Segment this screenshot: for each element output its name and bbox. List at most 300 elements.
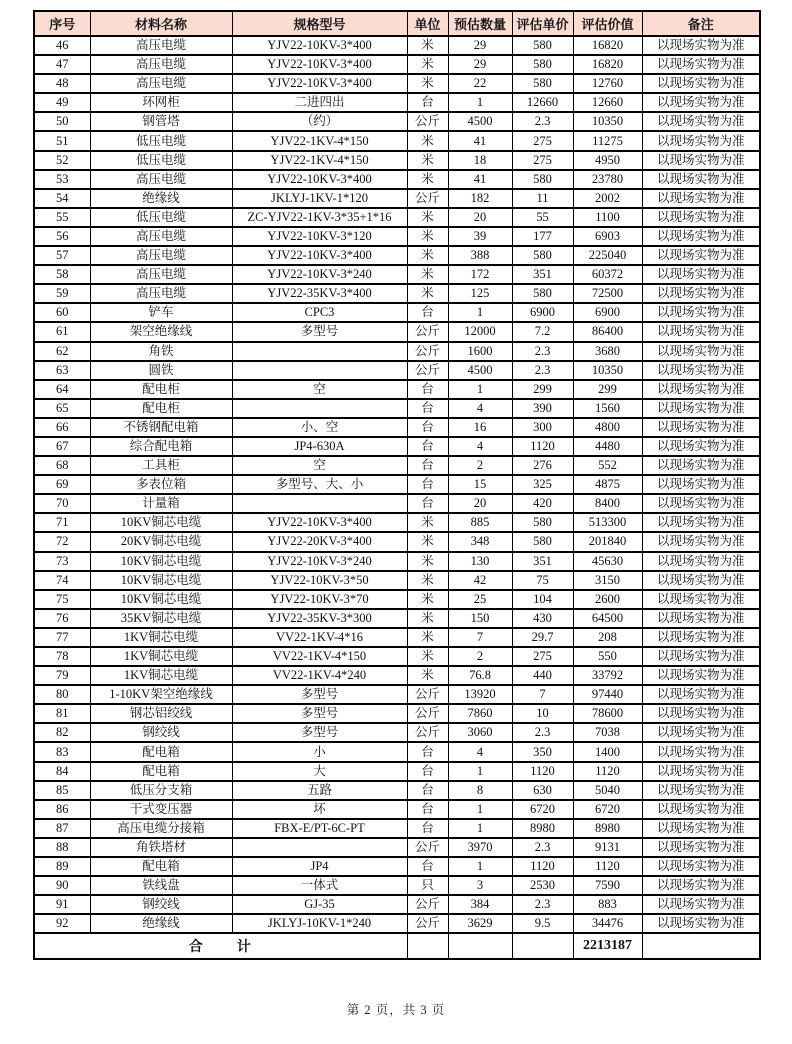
cell-assessed-unit-price: 75 (512, 571, 573, 590)
cell-assessed-unit-price: 350 (512, 742, 573, 761)
cell-assessed-value: 208 (573, 628, 642, 647)
cell-material-name: 20KV铜芯电缆 (90, 532, 232, 551)
cell-assessed-value: 4875 (573, 475, 642, 494)
total-label: 合 计 (34, 933, 407, 959)
cell-index: 90 (34, 876, 90, 895)
cell-index: 83 (34, 742, 90, 761)
cell-assessed-value: 3150 (573, 571, 642, 590)
cell-remark: 以现场实物为准 (642, 131, 760, 150)
table-row (34, 399, 760, 418)
cell-remark: 以现场实物为准 (642, 647, 760, 666)
cell-unit: 台 (407, 819, 448, 838)
cell-assessed-unit-price: 580 (512, 55, 573, 74)
cell-material-name: 1KV铜芯电缆 (90, 628, 232, 647)
table-row (34, 55, 760, 74)
cell-material-name: 1-10KV架空绝缘线 (90, 685, 232, 704)
table-body (34, 36, 760, 933)
cell-assessed-unit-price: 325 (512, 475, 573, 494)
cell-index: 75 (34, 590, 90, 609)
table-row (34, 342, 760, 361)
cell-spec-model: YJV22-35KV-3*400 (232, 284, 407, 303)
cell-estimated-qty: 3060 (448, 723, 512, 742)
cell-index: 66 (34, 418, 90, 437)
cell-assessed-unit-price: 580 (512, 36, 573, 55)
cell-material-name: 高压电缆 (90, 36, 232, 55)
cell-estimated-qty: 20 (448, 208, 512, 227)
cell-assessed-unit-price: 275 (512, 151, 573, 170)
cell-material-name: 高压电缆 (90, 74, 232, 93)
cell-remark: 以现场实物为准 (642, 189, 760, 208)
cell-index: 71 (34, 513, 90, 532)
cell-index: 77 (34, 628, 90, 647)
cell-estimated-qty: 1 (448, 800, 512, 819)
cell-material-name: 配电柜 (90, 399, 232, 418)
cell-remark: 以现场实物为准 (642, 723, 760, 742)
cell-spec-model: YJV22-10KV-3*70 (232, 590, 407, 609)
cell-material-name: 绝缘线 (90, 914, 232, 933)
cell-estimated-qty: 42 (448, 571, 512, 590)
table-row (34, 819, 760, 838)
cell-index: 54 (34, 189, 90, 208)
cell-assessed-unit-price: 177 (512, 227, 573, 246)
cell-remark: 以现场实物为准 (642, 265, 760, 284)
cell-estimated-qty: 7 (448, 628, 512, 647)
cell-spec-model: JP4 (232, 857, 407, 876)
table-row (34, 93, 760, 112)
cell-assessed-value: 9131 (573, 838, 642, 857)
cell-unit: 米 (407, 666, 448, 685)
total-unit-price-cell (512, 933, 573, 959)
cell-index: 70 (34, 494, 90, 513)
cell-assessed-unit-price: 7.2 (512, 322, 573, 341)
cell-assessed-value: 1120 (573, 857, 642, 876)
cell-material-name: 环网柜 (90, 93, 232, 112)
cell-remark: 以现场实物为准 (642, 93, 760, 112)
cell-spec-model (232, 361, 407, 380)
cell-assessed-value: 1100 (573, 208, 642, 227)
cell-unit: 米 (407, 552, 448, 571)
cell-estimated-qty: 1 (448, 93, 512, 112)
cell-material-name: 10KV铜芯电缆 (90, 552, 232, 571)
cell-unit: 米 (407, 55, 448, 74)
cell-material-name: 配电箱 (90, 857, 232, 876)
cell-assessed-value: 4800 (573, 418, 642, 437)
cell-assessed-unit-price: 351 (512, 265, 573, 284)
cell-assessed-value: 8400 (573, 494, 642, 513)
cell-index: 53 (34, 170, 90, 189)
total-remark-cell (642, 933, 760, 959)
cell-unit: 公斤 (407, 838, 448, 857)
cell-material-name: 角铁塔材 (90, 838, 232, 857)
table-row (34, 74, 760, 93)
cell-estimated-qty: 4 (448, 437, 512, 456)
table-row (34, 494, 760, 513)
cell-material-name: 高压电缆 (90, 265, 232, 284)
cell-remark: 以现场实物为准 (642, 876, 760, 895)
cell-assessed-value: 8980 (573, 819, 642, 838)
table-row (34, 112, 760, 131)
cell-index: 50 (34, 112, 90, 131)
cell-assessed-value: 2002 (573, 189, 642, 208)
cell-spec-model: 多型号 (232, 723, 407, 742)
cell-assessed-value: 10350 (573, 112, 642, 131)
cell-spec-model: YJV22-10KV-3*240 (232, 265, 407, 284)
cell-estimated-qty: 41 (448, 131, 512, 150)
cell-estimated-qty: 1600 (448, 342, 512, 361)
cell-index: 78 (34, 647, 90, 666)
cell-remark: 以现场实物为准 (642, 666, 760, 685)
cell-estimated-qty: 18 (448, 151, 512, 170)
cell-index: 72 (34, 532, 90, 551)
table-row (34, 170, 760, 189)
cell-unit: 米 (407, 628, 448, 647)
table-header-row (34, 11, 760, 36)
table-row (34, 590, 760, 609)
cell-estimated-qty: 885 (448, 513, 512, 532)
cell-remark: 以现场实物为准 (642, 800, 760, 819)
table-row (34, 838, 760, 857)
cell-assessed-unit-price: 1120 (512, 437, 573, 456)
cell-remark: 以现场实物为准 (642, 590, 760, 609)
cell-index: 84 (34, 762, 90, 781)
cell-assessed-unit-price: 2.3 (512, 723, 573, 742)
cell-spec-model: ZC-YJV22-1KV-3*35+1*16 (232, 208, 407, 227)
cell-index: 69 (34, 475, 90, 494)
cell-unit: 台 (407, 399, 448, 418)
column-header-unit: 单位 (407, 11, 448, 36)
cell-assessed-value: 1560 (573, 399, 642, 418)
table-row (34, 800, 760, 819)
cell-assessed-unit-price: 1120 (512, 857, 573, 876)
cell-unit: 只 (407, 876, 448, 895)
cell-spec-model: YJV22-10KV-3*400 (232, 246, 407, 265)
column-header-estimated-qty: 预估数量 (448, 11, 512, 36)
cell-assessed-value: 86400 (573, 322, 642, 341)
column-header-material-name: 材料名称 (90, 11, 232, 36)
cell-index: 62 (34, 342, 90, 361)
cell-spec-model: 一体式 (232, 876, 407, 895)
total-qty-cell (448, 933, 512, 959)
cell-assessed-value: 201840 (573, 532, 642, 551)
cell-material-name: 低压分支箱 (90, 781, 232, 800)
table-row (34, 513, 760, 532)
cell-spec-model: 空 (232, 456, 407, 475)
cell-assessed-unit-price: 580 (512, 284, 573, 303)
cell-estimated-qty: 1 (448, 303, 512, 322)
cell-assessed-value: 1120 (573, 762, 642, 781)
cell-material-name: 钢绞线 (90, 895, 232, 914)
cell-unit: 台 (407, 303, 448, 322)
cell-index: 60 (34, 303, 90, 322)
cell-index: 57 (34, 246, 90, 265)
cell-material-name: 10KV铜芯电缆 (90, 513, 232, 532)
cell-material-name: 架空绝缘线 (90, 322, 232, 341)
cell-remark: 以现场实物为准 (642, 399, 760, 418)
table-row (34, 265, 760, 284)
cell-assessed-unit-price: 2.3 (512, 361, 573, 380)
cell-estimated-qty: 1 (448, 762, 512, 781)
cell-estimated-qty: 29 (448, 55, 512, 74)
cell-estimated-qty: 182 (448, 189, 512, 208)
cell-remark: 以现场实物为准 (642, 895, 760, 914)
cell-remark: 以现场实物为准 (642, 552, 760, 571)
cell-estimated-qty: 29 (448, 36, 512, 55)
cell-estimated-qty: 76.8 (448, 666, 512, 685)
column-header-assessed-value: 评估价值 (573, 11, 642, 36)
total-unit-cell (407, 933, 448, 959)
cell-estimated-qty: 3970 (448, 838, 512, 857)
cell-assessed-unit-price: 420 (512, 494, 573, 513)
cell-assessed-value: 6720 (573, 800, 642, 819)
cell-assessed-unit-price: 6900 (512, 303, 573, 322)
cell-estimated-qty: 39 (448, 227, 512, 246)
cell-remark: 以现场实物为准 (642, 36, 760, 55)
cell-unit: 米 (407, 513, 448, 532)
table-row (34, 303, 760, 322)
cell-spec-model (232, 838, 407, 857)
cell-unit: 米 (407, 246, 448, 265)
cell-estimated-qty: 12000 (448, 322, 512, 341)
cell-estimated-qty: 1 (448, 857, 512, 876)
cell-unit: 台 (407, 857, 448, 876)
cell-assessed-unit-price: 299 (512, 380, 573, 399)
cell-assessed-value: 2600 (573, 590, 642, 609)
page-footer: 第 2 页，共 3 页 (346, 1003, 446, 1017)
table-row (34, 246, 760, 265)
cell-spec-model: YJV22-10KV-3*400 (232, 513, 407, 532)
cell-remark: 以现场实物为准 (642, 475, 760, 494)
cell-index: 79 (34, 666, 90, 685)
table-row (34, 151, 760, 170)
cell-unit: 米 (407, 647, 448, 666)
cell-spec-model (232, 494, 407, 513)
cell-spec-model: 多型号 (232, 685, 407, 704)
cell-unit: 米 (407, 609, 448, 628)
cell-estimated-qty: 384 (448, 895, 512, 914)
table-row (34, 781, 760, 800)
cell-assessed-value: 7590 (573, 876, 642, 895)
cell-unit: 台 (407, 437, 448, 456)
cell-assessed-unit-price: 275 (512, 647, 573, 666)
cell-assessed-value: 16820 (573, 36, 642, 55)
table-row (34, 571, 760, 590)
cell-index: 55 (34, 208, 90, 227)
cell-material-name: 高压电缆 (90, 170, 232, 189)
column-header-remark: 备注 (642, 11, 760, 36)
cell-unit: 公斤 (407, 189, 448, 208)
cell-assessed-unit-price: 12660 (512, 93, 573, 112)
table-row (34, 723, 760, 742)
table-row (34, 208, 760, 227)
cell-unit: 米 (407, 532, 448, 551)
cell-index: 82 (34, 723, 90, 742)
cell-unit: 台 (407, 475, 448, 494)
cell-unit: 公斤 (407, 112, 448, 131)
cell-index: 46 (34, 36, 90, 55)
cell-assessed-unit-price: 580 (512, 170, 573, 189)
cell-assessed-unit-price: 2.3 (512, 342, 573, 361)
cell-index: 51 (34, 131, 90, 150)
cell-assessed-unit-price: 630 (512, 781, 573, 800)
cell-spec-model: 多型号、大、小 (232, 475, 407, 494)
cell-assessed-unit-price: 430 (512, 609, 573, 628)
cell-unit: 台 (407, 742, 448, 761)
cell-remark: 以现场实物为准 (642, 532, 760, 551)
cell-assessed-unit-price: 55 (512, 208, 573, 227)
cell-material-name: 高压电缆 (90, 284, 232, 303)
cell-material-name: 配电箱 (90, 762, 232, 781)
cell-estimated-qty: 13920 (448, 685, 512, 704)
total-row (34, 933, 760, 959)
cell-index: 92 (34, 914, 90, 933)
cell-spec-model: YJV22-1KV-4*150 (232, 131, 407, 150)
cell-estimated-qty: 4500 (448, 112, 512, 131)
cell-material-name: 绝缘线 (90, 189, 232, 208)
cell-spec-model (232, 399, 407, 418)
cell-material-name: 配电柜 (90, 380, 232, 399)
cell-assessed-value: 45630 (573, 552, 642, 571)
cell-spec-model: JP4-630A (232, 437, 407, 456)
cell-index: 52 (34, 151, 90, 170)
cell-spec-model: VV22-1KV-4*16 (232, 628, 407, 647)
cell-assessed-value: 64500 (573, 609, 642, 628)
cell-unit: 台 (407, 781, 448, 800)
cell-remark: 以现场实物为准 (642, 246, 760, 265)
table-row (34, 36, 760, 55)
cell-remark: 以现场实物为准 (642, 857, 760, 876)
table-row (34, 131, 760, 150)
cell-assessed-value: 60372 (573, 265, 642, 284)
cell-material-name: 干式变压器 (90, 800, 232, 819)
cell-index: 61 (34, 322, 90, 341)
cell-material-name: 低压电缆 (90, 131, 232, 150)
cell-estimated-qty: 7860 (448, 704, 512, 723)
cell-assessed-value: 97440 (573, 685, 642, 704)
cell-spec-model (232, 342, 407, 361)
cell-unit: 公斤 (407, 685, 448, 704)
cell-assessed-unit-price: 1120 (512, 762, 573, 781)
cell-index: 49 (34, 93, 90, 112)
cell-spec-model: GJ-35 (232, 895, 407, 914)
table-row (34, 361, 760, 380)
cell-spec-model: 五路 (232, 781, 407, 800)
table-row (34, 552, 760, 571)
cell-remark: 以现场实物为准 (642, 819, 760, 838)
cell-index: 86 (34, 800, 90, 819)
cell-remark: 以现场实物为准 (642, 685, 760, 704)
cell-remark: 以现场实物为准 (642, 322, 760, 341)
cell-estimated-qty: 172 (448, 265, 512, 284)
cell-index: 64 (34, 380, 90, 399)
cell-assessed-unit-price: 300 (512, 418, 573, 437)
cell-assessed-value: 12660 (573, 93, 642, 112)
cell-assessed-value: 4480 (573, 437, 642, 456)
cell-material-name: 高压电缆 (90, 227, 232, 246)
cell-spec-model: VV22-1KV-4*240 (232, 666, 407, 685)
table-row (34, 876, 760, 895)
table-row (34, 742, 760, 761)
cell-assessed-unit-price: 276 (512, 456, 573, 475)
cell-spec-model: 空 (232, 380, 407, 399)
cell-assessed-unit-price: 580 (512, 513, 573, 532)
cell-remark: 以现场实物为准 (642, 437, 760, 456)
cell-index: 88 (34, 838, 90, 857)
table-row (34, 532, 760, 551)
column-header-index: 序号 (34, 11, 90, 36)
table-row (34, 380, 760, 399)
total-value-cell: 2213187 (573, 933, 642, 959)
cell-remark: 以现场实物为准 (642, 380, 760, 399)
cell-unit: 公斤 (407, 361, 448, 380)
cell-material-name: 计量箱 (90, 494, 232, 513)
cell-index: 65 (34, 399, 90, 418)
cell-remark: 以现场实物为准 (642, 914, 760, 933)
cell-estimated-qty: 4 (448, 399, 512, 418)
cell-unit: 米 (407, 36, 448, 55)
table-row (34, 628, 760, 647)
cell-assessed-unit-price: 104 (512, 590, 573, 609)
cell-assessed-unit-price: 580 (512, 532, 573, 551)
cell-assessed-value: 78600 (573, 704, 642, 723)
cell-index: 63 (34, 361, 90, 380)
cell-estimated-qty: 2 (448, 456, 512, 475)
table-row (34, 762, 760, 781)
cell-assessed-value: 23780 (573, 170, 642, 189)
cell-unit: 公斤 (407, 322, 448, 341)
cell-index: 80 (34, 685, 90, 704)
cell-remark: 以现场实物为准 (642, 456, 760, 475)
cell-spec-model: 多型号 (232, 322, 407, 341)
cell-index: 73 (34, 552, 90, 571)
cell-assessed-unit-price: 2530 (512, 876, 573, 895)
column-header-assessed-unit-price: 评估单价 (512, 11, 573, 36)
cell-material-name: 铁线盘 (90, 876, 232, 895)
cell-index: 91 (34, 895, 90, 914)
cell-index: 76 (34, 609, 90, 628)
cell-estimated-qty: 1 (448, 819, 512, 838)
cell-estimated-qty: 15 (448, 475, 512, 494)
cell-unit: 米 (407, 284, 448, 303)
cell-unit: 台 (407, 456, 448, 475)
cell-remark: 以现场实物为准 (642, 609, 760, 628)
cell-assessed-unit-price: 275 (512, 131, 573, 150)
cell-spec-model: YJV22-20KV-3*400 (232, 532, 407, 551)
cell-assessed-unit-price: 2.3 (512, 112, 573, 131)
cell-assessed-unit-price: 440 (512, 666, 573, 685)
cell-remark: 以现场实物为准 (642, 418, 760, 437)
cell-estimated-qty: 8 (448, 781, 512, 800)
cell-unit: 台 (407, 418, 448, 437)
cell-estimated-qty: 16 (448, 418, 512, 437)
cell-assessed-unit-price: 580 (512, 74, 573, 93)
table-row (34, 704, 760, 723)
cell-index: 47 (34, 55, 90, 74)
cell-unit: 台 (407, 380, 448, 399)
cell-estimated-qty: 348 (448, 532, 512, 551)
cell-material-name: 不锈钢配电箱 (90, 418, 232, 437)
cell-remark: 以现场实物为准 (642, 170, 760, 189)
cell-material-name: 圆铁 (90, 361, 232, 380)
cell-unit: 公斤 (407, 704, 448, 723)
cell-unit: 米 (407, 227, 448, 246)
column-header-spec-model: 规格型号 (232, 11, 407, 36)
cell-spec-model: YJV22-10KV-3*400 (232, 36, 407, 55)
cell-material-name: 综合配电箱 (90, 437, 232, 456)
cell-assessed-unit-price: 390 (512, 399, 573, 418)
cell-unit: 公斤 (407, 342, 448, 361)
cell-spec-model: CPC3 (232, 303, 407, 322)
cell-index: 56 (34, 227, 90, 246)
